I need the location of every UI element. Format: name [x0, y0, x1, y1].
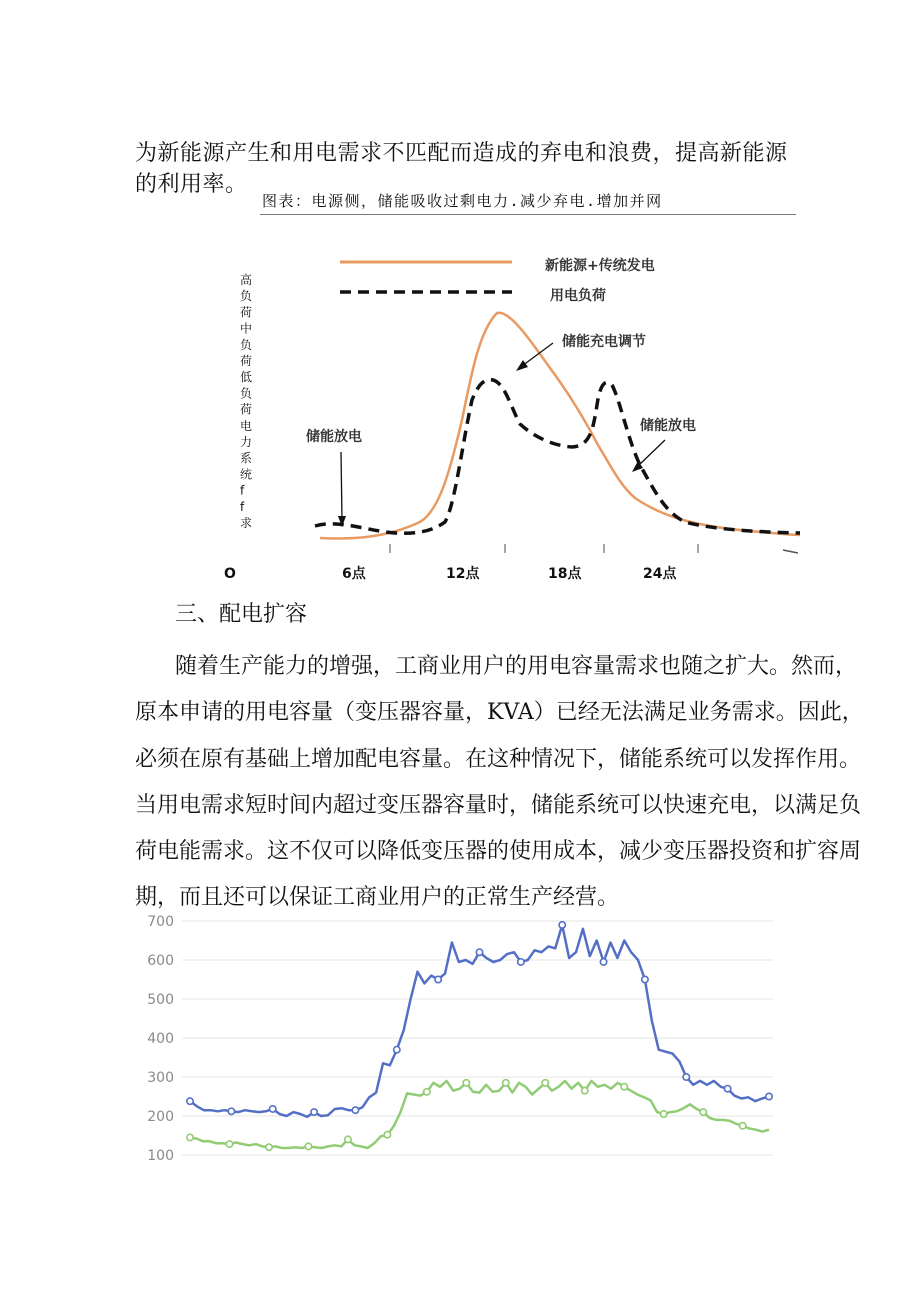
x-tick-label: 12点 — [446, 566, 480, 582]
data-point — [394, 1047, 400, 1053]
x-axis-end — [783, 550, 798, 553]
data-point — [559, 922, 565, 928]
y-tick-label: 500 — [147, 992, 174, 1008]
data-point — [226, 1141, 232, 1147]
data-point — [724, 1086, 730, 1092]
annotation-discharge-right: 储能放电 — [640, 418, 696, 434]
arrowhead-charge — [516, 360, 528, 371]
body-line: 荷电能需求。这不仅可以降低变压器的使用成本，减少变压器投资和扩容周 — [135, 839, 862, 865]
data-point — [683, 1074, 689, 1080]
top-paragraph: 为新能源产生和用电需求不匹配而造成的弃电和浪费，提高新能源的利用率。 — [135, 141, 788, 197]
data-point — [503, 1080, 509, 1086]
data-point — [739, 1123, 745, 1129]
data-point — [311, 1109, 317, 1115]
y-axis-label-glyph: f — [240, 483, 245, 498]
annotation-charge: 储能充电调节 — [562, 334, 646, 350]
load-curve — [315, 380, 800, 534]
y-tick-label: 200 — [147, 1109, 174, 1125]
body-paragraph — [135, 644, 864, 922]
data-point — [700, 1109, 706, 1115]
y-axis-label-glyph: 求 — [240, 516, 253, 530]
data-point — [266, 1144, 272, 1150]
body-line: 原本申请的用电容量（变压器容量，KVA）已经无法满足业务需求。因此， — [135, 700, 864, 726]
data-point — [476, 949, 482, 955]
y-axis-label-glyph: 负 — [240, 386, 253, 401]
legend-load-label: 用电负荷 — [550, 288, 606, 304]
data-point — [384, 1132, 390, 1138]
x-tick-label: 24点 — [643, 566, 677, 582]
x-tick-label: O — [224, 566, 236, 582]
supply-curve — [320, 313, 800, 539]
body-line: 随着生产能力的增强，工商业用户的用电容量需求也随之扩大。然而， — [175, 654, 858, 679]
y-axis-label-glyph: f — [240, 499, 245, 514]
y-axis-label — [240, 272, 252, 530]
body-line: 必须在原有基础上增加配电容量。在这种情况下，储能系统可以发挥作用。 — [135, 746, 862, 772]
data-point — [270, 1106, 276, 1112]
data-point — [228, 1108, 234, 1114]
y-tick-label: 100 — [147, 1148, 174, 1164]
body-line: 当用电需求短时间内超过变压器容量时，储能系统可以快速充电，以满足负 — [135, 792, 862, 818]
annotation-discharge-right-arrow — [638, 440, 665, 466]
data-point — [542, 1080, 548, 1086]
data-point — [345, 1136, 351, 1142]
data-point — [187, 1098, 193, 1104]
y-axis-label-glyph: 中 — [240, 321, 253, 336]
y-axis-label-glyph: 低 — [240, 370, 253, 385]
x-tick-label: 18点 — [548, 566, 582, 582]
annotation-discharge-left-arrow — [341, 452, 342, 520]
y-tick-label: 600 — [147, 953, 174, 969]
y-axis-label-glyph: 电 — [240, 418, 253, 433]
y-axis-label-glyph: 荷 — [240, 354, 253, 368]
data-point — [582, 1087, 588, 1093]
annotation-discharge-left: 储能放电 — [306, 429, 362, 445]
data-point — [661, 1111, 667, 1117]
y-axis-label-glyph: 负 — [240, 337, 253, 352]
data-point — [621, 1084, 627, 1090]
figure1-caption: 图表：电源侧，储能吸收过剩电力.减少弃电.增加并网 — [262, 192, 663, 210]
data-point — [642, 976, 648, 982]
body-line: 期，而且还可以保证工商业用户的正常生产经营。 — [135, 885, 620, 911]
annotation-charge-arrow — [522, 343, 553, 366]
section-heading: 三、配电扩容 — [175, 602, 308, 627]
figure2-grid — [147, 914, 773, 1164]
y-axis-label-glyph: 高 — [240, 273, 253, 287]
y-tick-label: 300 — [147, 1070, 174, 1086]
y-tick-label: 700 — [147, 914, 174, 930]
series-line-green — [190, 1081, 769, 1148]
figure1-chart — [0, 0, 920, 600]
data-point — [766, 1093, 772, 1099]
data-point — [518, 959, 524, 965]
y-tick-label: 400 — [147, 1031, 174, 1047]
data-point — [187, 1134, 193, 1140]
data-point — [352, 1107, 358, 1113]
x-tick-label: 6点 — [342, 566, 366, 582]
data-point — [305, 1143, 311, 1149]
series-line-blue — [190, 925, 769, 1117]
data-point — [600, 959, 606, 965]
figure2-series — [187, 922, 772, 1151]
data-point — [435, 976, 441, 982]
data-point — [463, 1080, 469, 1086]
y-axis-label-glyph: 荷 — [240, 305, 253, 320]
legend-supply-label: 新能源+传统发电 — [545, 258, 655, 274]
y-axis-label-glyph: 负 — [240, 289, 253, 304]
y-axis-label-glyph: 统 — [240, 467, 253, 482]
y-axis-label-glyph: 荷 — [240, 402, 253, 417]
y-axis-label-glyph: 力 — [240, 435, 253, 449]
y-axis-label-glyph: 系 — [240, 451, 253, 466]
data-point — [424, 1089, 430, 1095]
